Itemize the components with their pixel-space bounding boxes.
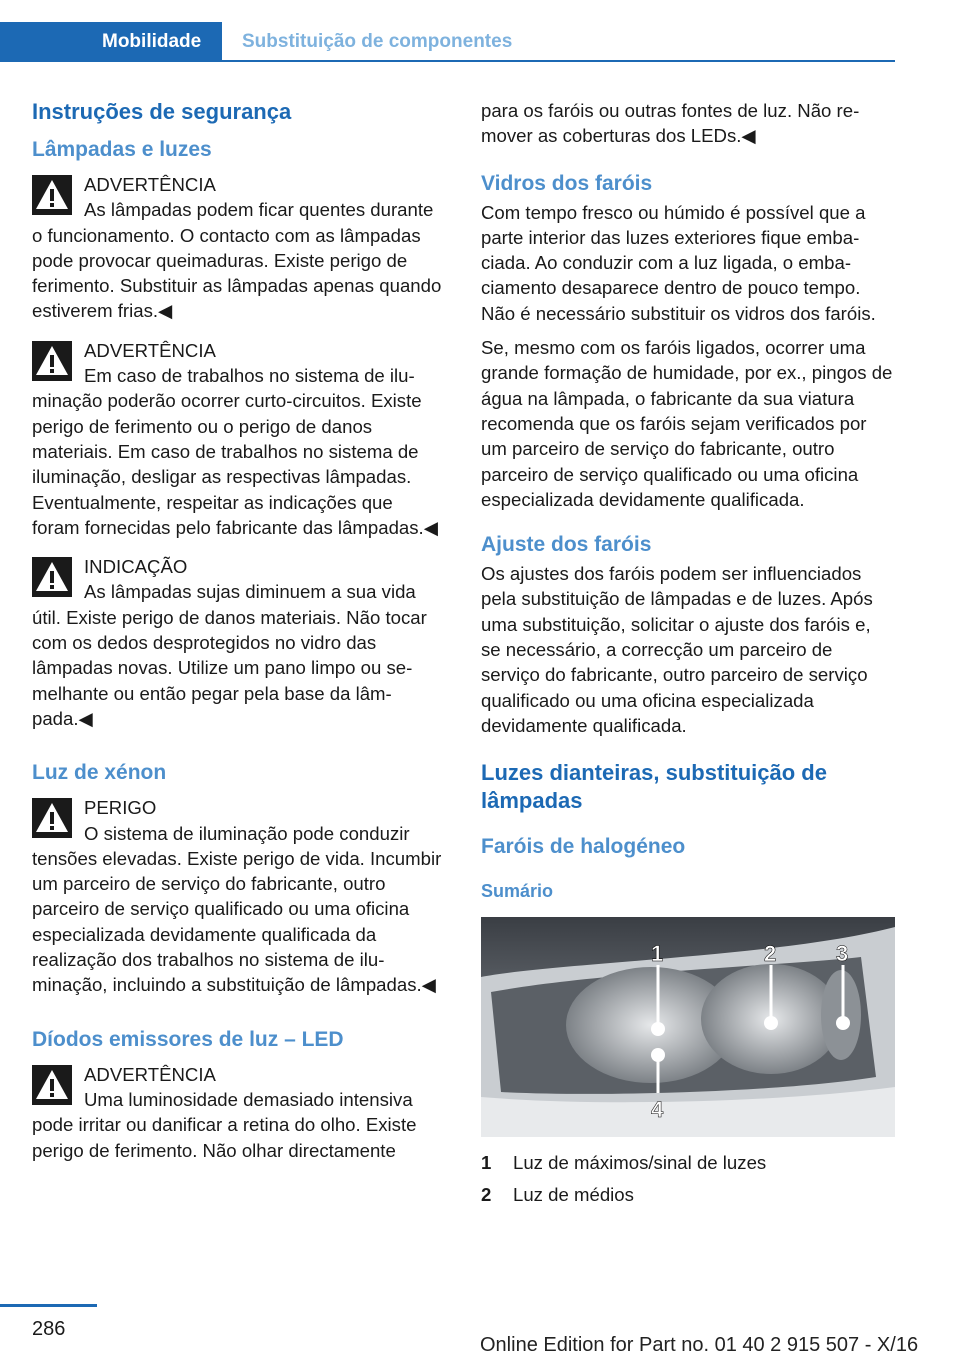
- warning-text: Uma luminosidade demasiado intensiva pode irritar ou danificar a retina do olho. Existe perigo de ferimento. Não olhar directamente: [32, 1088, 417, 1161]
- warning-triangle-icon: [32, 175, 72, 215]
- headlight-photo: [481, 917, 895, 1137]
- notice-block: [32, 554, 444, 731]
- warning-label: ADVERTÊNCIA: [84, 174, 216, 195]
- notice-text: As lâmpadas sujas diminuem a sua vida útil. Existe perigo de danos materiais. Não tocar com os dedos desprotegidos no vidro das lâmpadas novas. Utilize um pano limpo ou semelhante ou então pegar pela base da lâmpada.◀: [32, 581, 427, 729]
- continued-text: para os faróis ou outras fontes de luz. Não remover as coberturas dos LEDs.◀: [481, 100, 860, 147]
- warning-block: [32, 172, 444, 324]
- legend-number: 1: [481, 1152, 492, 1174]
- legend-text: Luz de máximos/sinal de luzes: [513, 1152, 767, 1174]
- header-rule: [222, 60, 895, 62]
- left-column: [32, 98, 444, 1177]
- paragraph-glass-1: Com tempo fresco ou húmido é possível que a parte interior das luzes exteriores fique embaciada. Ao conduzir com a luz ligada, o embaciamento desaparece dentro de pouco tempo. Não é necessário substituir os vidros dos faróis.: [481, 201, 876, 324]
- warning-text: As lâmpadas podem ficar quentes durante o funcionamento. O contacto com as lâmpadas pode provocar queimaduras. Existe perigo de ferimento. Substituir as lâmpadas apenas quando estiverem frias.◀: [32, 199, 442, 322]
- heading-xenon: Luz de xénon: [32, 761, 167, 785]
- warning-triangle-icon: [32, 798, 72, 838]
- heading-summary: Sumário: [481, 881, 554, 902]
- header-tabs: [0, 22, 895, 62]
- heading-headlight-adjust: Ajuste dos faróis: [481, 533, 652, 557]
- legend-number: 2: [481, 1184, 492, 1206]
- danger-block: [32, 795, 444, 997]
- warning-triangle-icon: [32, 1065, 72, 1105]
- warning-block: [32, 1062, 444, 1163]
- paragraph-glass-2: Se, mesmo com os faróis ligados, ocorrer uma grande formação de humidade, por ex., pingos de água na lâmpada, o fabricante da sua viatura recomenda que os faróis sejam verificados por um parceiro de serviço do fabricante, outro parceiro de serviço qualificado ou uma oficina especializada devidamente qualificada.: [481, 337, 893, 510]
- warning-text: Em caso de trabalhos no sistema de iluminação poderão ocorrer curto-circuitos. Existe perigo de ferimento ou o perigo de danos materiais. Em caso de trabalhos no sistema de iluminação, desligar as respectivas lâmpadas. Eventualmente, respeitar as indicações que foram fornecidas pelo fabricante das lâmpadas.◀: [32, 365, 439, 538]
- photo-label-3: 3: [836, 941, 849, 967]
- heading-lamps: Lâmpadas e luzes: [32, 138, 212, 161]
- heading-halogen: Faróis de halogéneo: [481, 835, 686, 859]
- tab-substituicao-componentes[interactable]: Substituição de componentes: [222, 22, 895, 62]
- heading-front-lights: Luzes dianteiras, substituição de lâmpadas: [481, 760, 827, 814]
- photo-label-4: 4: [651, 1097, 664, 1123]
- photo-label-2: 2: [764, 941, 777, 967]
- heading-headlight-glass: Vidros dos faróis: [481, 171, 653, 195]
- warning-label: ADVERTÊNCIA: [84, 339, 216, 361]
- warning-triangle-icon: [32, 341, 72, 381]
- warning-triangle-icon: [32, 557, 72, 597]
- photo-label-1: 1: [651, 941, 664, 967]
- danger-label: PERIGO: [84, 797, 157, 819]
- notice-label: INDICAÇÃO: [84, 556, 188, 578]
- legend-text: Luz de médios: [513, 1184, 634, 1206]
- legend-item: [481, 1179, 893, 1211]
- danger-text: O sistema de iluminação pode conduzir tensões elevadas. Existe perigo de vida. Incumbir um parceiro de serviço do fabricante, outro parceiro de serviço qualificado ou uma oficina especializada devidamente qualificada da realização dos trabalhos no sistema de iluminação, incluindo a substituição de lâmpadas.◀: [32, 822, 442, 996]
- footer-rule: [0, 1304, 97, 1307]
- heading-safety: Instruções de segurança: [32, 99, 292, 124]
- right-column: [481, 98, 893, 1211]
- warning-label: ADVERTÊNCIA: [84, 1063, 216, 1085]
- edition-note: Online Edition for Part no. 01 40 2 915 507 - X/16: [480, 1334, 919, 1356]
- page-number: 286: [32, 1318, 66, 1340]
- tab-mobilidade[interactable]: Mobilidade: [0, 22, 222, 62]
- warning-block: [32, 338, 444, 540]
- paragraph-adjust: Os ajustes dos faróis podem ser influenciados pela substituição de lâmpadas e de luzes. Após uma substituição, solicitar o ajuste dos faróis e, se necessário, a correcção um parceiro de serviço do fabricante, outro parceiro de serviço qualificado ou uma oficina especializada devidamente qualificada.: [481, 563, 873, 736]
- heading-led: Díodos emissores de luz – LED: [32, 1027, 344, 1051]
- legend-item: [481, 1147, 893, 1179]
